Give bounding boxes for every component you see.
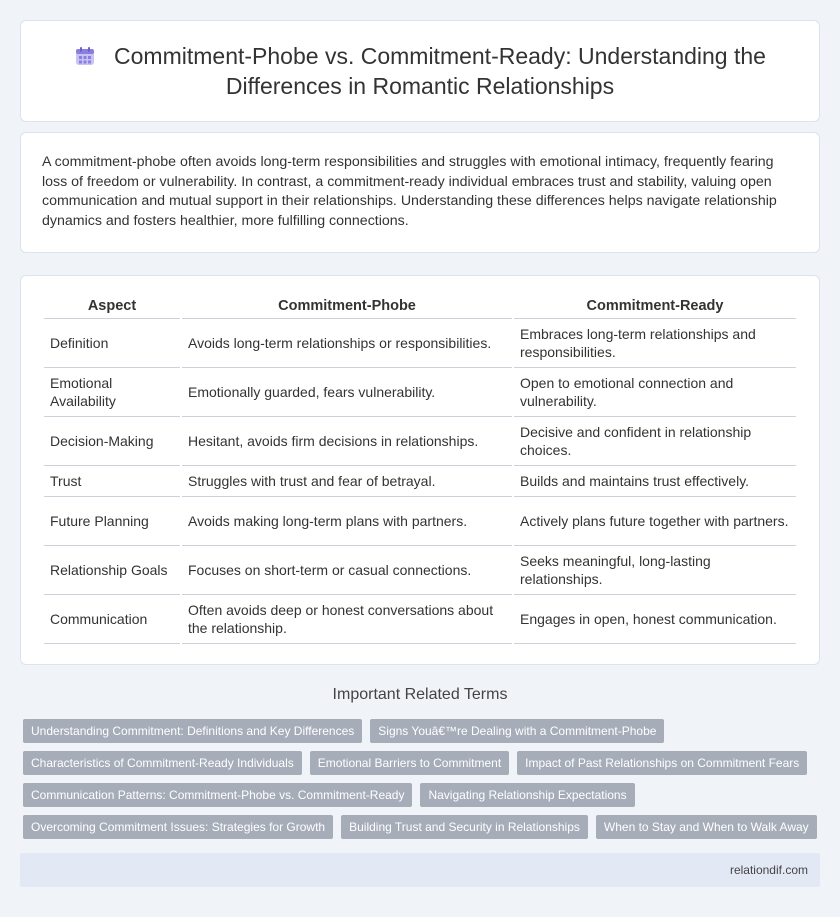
ready-cell: Open to emotional connection and vulnerability.	[514, 368, 796, 417]
related-term-tag[interactable]: Characteristics of Commitment-Ready Individuals	[23, 751, 302, 775]
intro-card	[20, 132, 820, 253]
comparison-table-card	[20, 275, 820, 665]
tag-row	[23, 751, 823, 775]
page-title	[40, 41, 800, 101]
footer	[20, 853, 820, 887]
calendar-icon	[74, 45, 96, 67]
phobe-cell: Often avoids deep or honest conversations about the relationship.	[182, 595, 512, 644]
related-term-tag[interactable]: Understanding Commitment: Definitions and Key Differences	[23, 719, 362, 743]
table-row	[44, 368, 796, 417]
title-card	[20, 20, 820, 122]
table-row	[44, 595, 796, 644]
ready-cell: Decisive and confident in relationship choices.	[514, 417, 796, 466]
table-row	[44, 497, 796, 546]
related-term-tag[interactable]: Emotional Barriers to Commitment	[310, 751, 509, 775]
header-commitment-phobe: Commitment-Phobe	[182, 294, 512, 319]
ready-cell: Embraces long-term relationships and responsibilities.	[514, 319, 796, 368]
related-term-tag[interactable]: Building Trust and Security in Relationships	[341, 815, 588, 839]
table-row	[44, 417, 796, 466]
phobe-cell: Emotionally guarded, fears vulnerability.	[182, 368, 512, 417]
footer-site-link[interactable]: relationdif.com	[729, 863, 808, 877]
related-term-tag[interactable]: Impact of Past Relationships on Commitment Fears	[517, 751, 807, 775]
page-title-text: Commitment-Phobe vs. Commitment-Ready: Understanding the Differences in Romantic Relationships	[114, 43, 766, 99]
header-commitment-ready: Commitment-Ready	[514, 294, 796, 319]
intro-paragraph: A commitment-phobe often avoids long-term responsibilities and struggles with emotional intimacy, frequently fearing loss of freedom or vulnerability. In contrast, a commitment-ready individual embraces trust and stability, valuing open communication and mutual support in their relationships. Understanding these differences helps navigate relationship dynamics and fosters healthier, more fulfilling connections.	[42, 154, 777, 229]
phobe-cell: Avoids making long-term plans with partners.	[182, 497, 512, 546]
aspect-cell: Decision-Making	[44, 417, 180, 466]
related-term-tag[interactable]: Signs Youâ€™re Dealing with a Commitment-Phobe	[370, 719, 664, 743]
related-terms-tags	[23, 719, 823, 847]
ready-cell: Actively plans future together with partners.	[514, 497, 796, 546]
aspect-cell: Trust	[44, 466, 180, 497]
table-header-row	[44, 294, 796, 319]
related-term-tag[interactable]: Overcoming Commitment Issues: Strategies for Growth	[23, 815, 333, 839]
aspect-cell: Future Planning	[44, 497, 180, 546]
table-row	[44, 546, 796, 595]
ready-cell: Seeks meaningful, long-lasting relationships.	[514, 546, 796, 595]
aspect-cell: Emotional Availability	[44, 368, 180, 417]
ready-cell: Builds and maintains trust effectively.	[514, 466, 796, 497]
tag-row	[23, 719, 823, 743]
phobe-cell: Avoids long-term relationships or responsibilities.	[182, 319, 512, 368]
related-term-tag[interactable]: Communication Patterns: Commitment-Phobe vs. Commitment-Ready	[23, 783, 412, 807]
aspect-cell: Definition	[44, 319, 180, 368]
related-term-tag[interactable]: When to Stay and When to Walk Away	[596, 815, 817, 839]
phobe-cell: Focuses on short-term or casual connections.	[182, 546, 512, 595]
related-term-tag[interactable]: Navigating Relationship Expectations	[420, 783, 634, 807]
phobe-cell: Struggles with trust and fear of betrayal.	[182, 466, 512, 497]
table-row	[44, 319, 796, 368]
tag-row	[23, 783, 823, 807]
aspect-cell: Relationship Goals	[44, 546, 180, 595]
comparison-table	[42, 294, 798, 644]
related-terms-heading: Important Related Terms	[332, 686, 508, 703]
title-wrap	[21, 21, 819, 121]
aspect-cell: Communication	[44, 595, 180, 644]
phobe-cell: Hesitant, avoids firm decisions in relationships.	[182, 417, 512, 466]
table-row	[44, 466, 796, 497]
tag-row	[23, 815, 823, 839]
ready-cell: Engages in open, honest communication.	[514, 595, 796, 644]
header-aspect: Aspect	[44, 294, 180, 319]
